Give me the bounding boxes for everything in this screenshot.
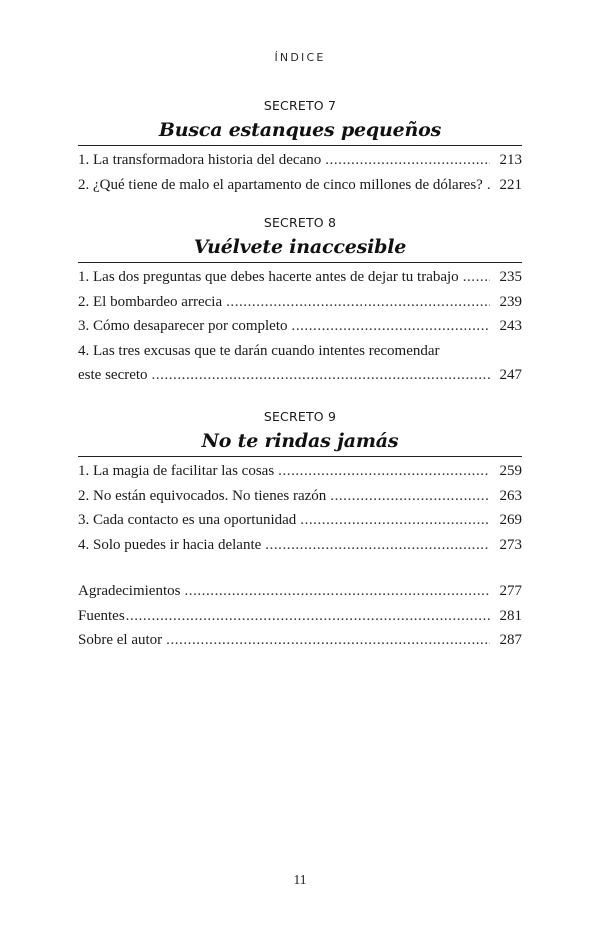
toc-entry[interactable] — [78, 459, 522, 484]
section-label: SECRETO 9 — [263, 409, 337, 424]
section-title: No te rindas jamás — [201, 430, 399, 452]
toc-entry-page: 247 — [499, 367, 522, 383]
toc-entry-page: 281 — [499, 607, 522, 624]
toc-section-secreto-8 — [78, 214, 522, 388]
toc-section-secreto-9 — [78, 408, 522, 557]
toc-entry[interactable] — [78, 290, 522, 315]
toc-entry-page: 263 — [499, 487, 522, 504]
section-label: SECRETO 7 — [263, 98, 337, 113]
toc-entry-title: 3. Cómo desaparecer por completo — [78, 318, 288, 334]
section-label: SECRETO 8 — [263, 215, 337, 230]
dot-leader — [300, 508, 490, 533]
toc-entry-title: 1. Las dos preguntas que debes hacerte antes de dejar tu trabajo — [78, 269, 459, 285]
toc-entries — [78, 459, 522, 557]
toc-entry-title: 3. Cada contacto es una oportunidad — [78, 512, 297, 528]
toc-back-matter — [78, 579, 522, 653]
toc-entry-title: 1. La transformadora historia del decano — [78, 152, 322, 168]
toc-entries — [78, 148, 522, 197]
dot-leader — [463, 265, 490, 290]
toc-entry-title: 2. El bombardeo arrecia — [78, 293, 223, 310]
toc-entry-page: 239 — [499, 293, 522, 310]
dot-leader — [184, 579, 490, 604]
toc-entry[interactable] — [78, 173, 522, 198]
section-title: Vuélvete inaccesible — [193, 236, 407, 258]
section-divider — [78, 262, 522, 263]
toc-entry-page: 277 — [499, 583, 522, 599]
toc-entry-sobre-el-autor[interactable] — [78, 628, 522, 653]
toc-entry-title: 4. Las tres excusas que te darán cuando intentes recomendar — [78, 342, 440, 359]
toc-entries — [78, 265, 522, 388]
page-number: 11 — [293, 872, 307, 887]
toc-entry[interactable] — [78, 265, 522, 290]
toc-entry[interactable] — [78, 148, 522, 173]
toc-entry-page: 213 — [499, 152, 522, 168]
dot-leader — [278, 459, 490, 484]
dot-leader — [292, 314, 490, 339]
dot-leader — [330, 484, 490, 509]
dot-leader — [325, 148, 490, 173]
toc-entry[interactable] — [78, 533, 522, 558]
toc-entry-fuentes[interactable] — [78, 604, 522, 629]
toc-entry-title: Sobre el autor — [78, 632, 163, 648]
toc-entry-page: 273 — [499, 536, 522, 553]
toc-entry[interactable] — [78, 484, 522, 509]
toc-entry-title: 2. ¿Qué tiene de malo el apartamento de cinco millones de dólares? — [78, 176, 483, 193]
toc-entry[interactable] — [78, 508, 522, 533]
toc-entry-title: 2. No están equivocados. No tienes razón — [78, 487, 327, 504]
toc-entry-page: 259 — [499, 463, 522, 479]
dot-leader — [152, 363, 490, 388]
section-divider — [78, 456, 522, 457]
section-title: Busca estanques pequeños — [158, 119, 442, 141]
running-head: ÍNDICE — [274, 51, 326, 64]
toc-entry-page: 287 — [499, 632, 522, 648]
dot-leader — [487, 173, 490, 198]
dot-leader — [166, 628, 490, 653]
toc-section-secreto-7 — [78, 97, 522, 197]
dot-leader — [265, 533, 490, 558]
toc-entry-page: 243 — [499, 318, 522, 334]
toc-entry-title: 4. Solo puedes ir hacia delante — [78, 536, 262, 553]
toc-entry-page: 235 — [499, 269, 522, 285]
toc-entry[interactable] — [78, 339, 522, 364]
toc-entry-title: Agradecimientos — [78, 583, 181, 599]
toc-entry-page: 269 — [499, 512, 522, 528]
dot-leader — [126, 604, 490, 629]
toc-entry[interactable] — [78, 314, 522, 339]
section-divider — [78, 145, 522, 146]
toc-entry-title: este secreto — [78, 367, 148, 383]
dot-leader — [226, 290, 490, 315]
toc-entry-title: Fuentes — [78, 607, 125, 624]
toc-entry-title: 1. La magia de facilitar las cosas — [78, 463, 275, 479]
toc-entry-continuation[interactable] — [78, 363, 522, 388]
toc-entry-agradecimientos[interactable] — [78, 579, 522, 604]
toc-entry-page: 221 — [499, 176, 522, 193]
